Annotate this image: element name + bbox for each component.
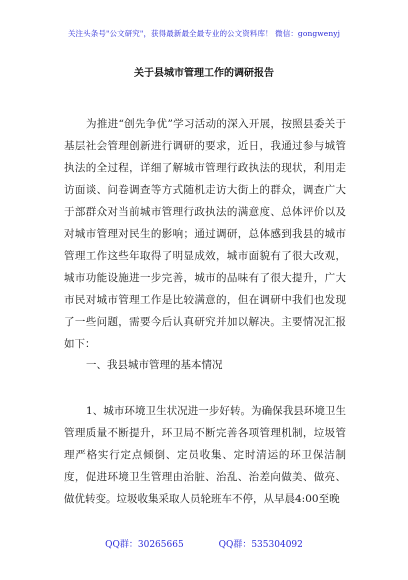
document-title: 关于县城市管理工作的调研报告: [134, 68, 274, 79]
intro-paragraph: 为推进“创先争优”学习活动的深入开展，按照县委关于基层社会管理创新进行调研的要求，近日，我通过参与城管执法的全过程，详细了解城市管理行政执法的现状，利用走访面谈、问卷调查等方式随机走访大街上的群众，调查广大于部群众对当前城市管理行政执法的满意度、总体评价以及对城市管理对民生的影响；通过调研，总体感到我县的城市管理工作这些年取得了明显成效，城市面貌有了很大改观，城市功能设施进一步完善，城市的品味有了很大提升，广大市民对城市管理工作是比较满意的，但在调研中我们也发现了一些问题，需要今后认真研究并加以解决。主要情况汇报如下：: [64, 118, 346, 350]
footer-qq-group-2: QQ群：535304092: [218, 540, 303, 550]
header-banner: 关注头条号"公文研究"，获得最新最全最专业的公文资料库！ 微信：gongwenyj: [67, 29, 341, 38]
section-paragraph: 1、城市环境卫生状况进一步好转。为确保我县环境卫生管理质量不断提升，环卫局不断完善各项管理机制，垃圾管理严格实行定点倾倒、定员收集、定时清运的环卫保洁制度，促进环境卫生管理由治脏、治乱、治差向做美、做亮、做优转变。垃圾收集采取人员轮班车不停，从早晨4:00至晚: [64, 405, 346, 505]
footer-qq-group-1: QQ群：30265665: [105, 540, 184, 550]
section-heading: 一、我县城市管理的基本情况: [86, 359, 223, 371]
footer: [0, 537, 408, 550]
